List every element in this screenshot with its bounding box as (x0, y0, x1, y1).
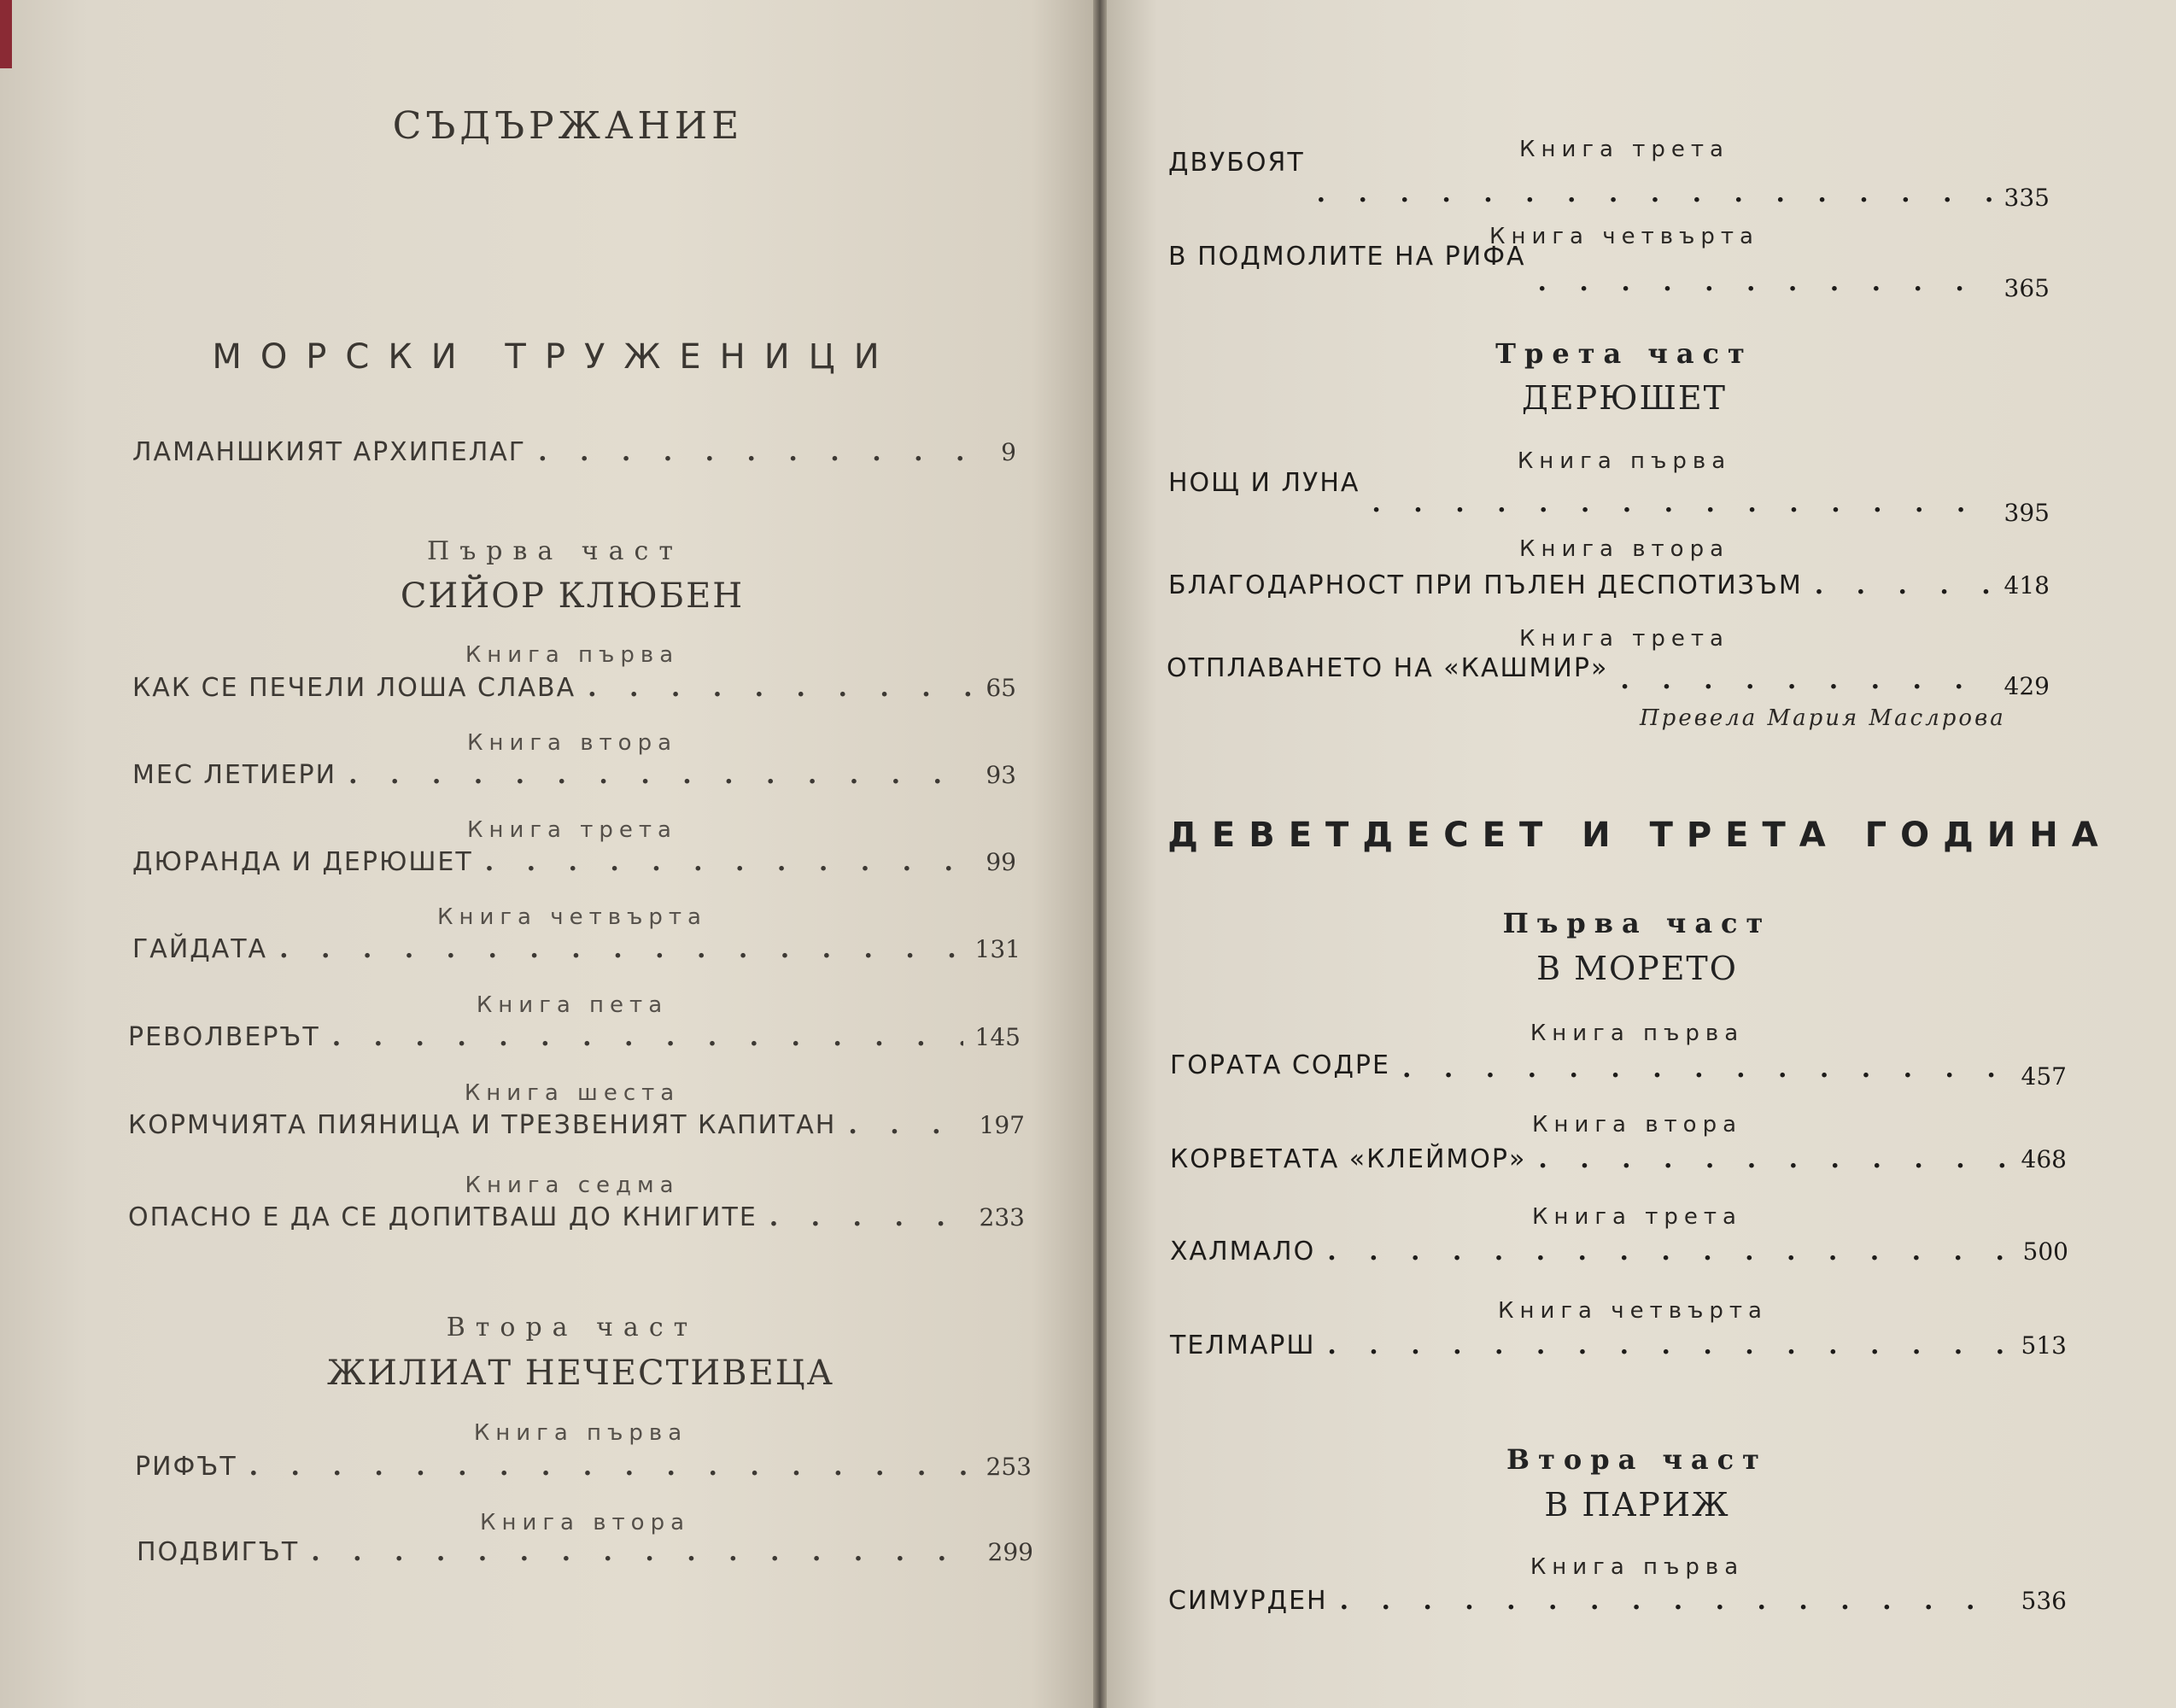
entry-title: ГАЙДАТА (132, 934, 268, 964)
book-label: Книга четвърта (1498, 1298, 1768, 1324)
toc-entry[interactable] (1170, 1331, 2067, 1360)
toc-entry[interactable] (135, 1452, 1032, 1482)
toc-entry[interactable] (132, 760, 1016, 790)
leader-dots (348, 760, 974, 790)
leader-dots (1327, 1237, 2010, 1266)
leader-dots (1340, 1586, 2009, 1616)
leader-dots (332, 1022, 963, 1052)
translator-credit: Превела Мария Маслрова (1640, 705, 2006, 731)
entry-title: ТЕЛМАРШ (1170, 1331, 1316, 1360)
book-label: Книга втора (479, 1510, 691, 1535)
entry-title: РЕВОЛВЕРЪТ (128, 1022, 320, 1052)
book-label: Книга трета (1532, 1204, 1742, 1230)
toc-entry[interactable] (1168, 148, 2050, 216)
book-label: Книга втора (1518, 536, 1730, 562)
leader-dots (1402, 1054, 2009, 1084)
toc-entry[interactable] (128, 1110, 1025, 1140)
entry-page: 365 (2003, 274, 2050, 302)
toc-entry[interactable] (1168, 242, 2050, 310)
toc-entry[interactable] (137, 1537, 1033, 1567)
entry-page: 468 (2021, 1145, 2067, 1173)
entry-page: 536 (2021, 1587, 2067, 1615)
entry-title: ДВУБОЯТ (1168, 148, 1305, 178)
book-label: Книга първа (1517, 448, 1732, 474)
leader-dots (1538, 1144, 2009, 1174)
part-label: Трета част (1495, 337, 1753, 370)
part-title: СИЙОР КЛЮБЕН (400, 576, 745, 616)
entry-title: ОПАСНО Е ДА СЕ ДОПИТВАШ ДО КНИГИТЕ (128, 1202, 758, 1232)
book-label: Книга четвърта (1489, 224, 1759, 249)
leader-dots (1620, 665, 1992, 695)
toc-entry[interactable] (128, 1202, 1025, 1232)
part-title: ЖИЛИАТ НЕЧЕСТИВЕЦА (327, 1354, 834, 1393)
book-label: Книга трета (1519, 626, 1729, 652)
leader-dots (848, 1110, 967, 1140)
entry-page: 395 (2003, 499, 2050, 527)
book-label: Книга шеста (464, 1080, 681, 1106)
toc-entry[interactable] (132, 847, 1016, 877)
toc-entry[interactable] (128, 1022, 1021, 1052)
entry-page: 93 (986, 761, 1016, 789)
part-title: ДЕРЮШЕТ (1522, 379, 1727, 417)
leader-dots (1815, 570, 1992, 600)
entry-title: ЛАМАНШКИЯТ АРХИПЕЛАГ (132, 437, 527, 467)
book-label: Книга четвърта (437, 904, 707, 930)
toc-entry[interactable] (132, 934, 1021, 964)
leader-dots (279, 934, 962, 964)
entry-page: 145 (974, 1023, 1021, 1051)
entry-title: КОРВЕТАТА «КЛЕЙМОР» (1170, 1144, 1527, 1174)
entry-title: В ПОДМОЛИТЕ НА РИФА (1168, 242, 1526, 272)
entry-title: БЛАГОДАРНОСТ ПРИ ПЪЛЕН ДЕСПОТИЗЪМ (1168, 570, 1803, 600)
book-label: Книга първа (1530, 1554, 1745, 1580)
toc-entry[interactable] (1168, 468, 2050, 528)
toc-entry[interactable] (1168, 1586, 2067, 1616)
entry-title: ОТПЛАВАНЕТО НА «КАШМИР» (1167, 653, 1609, 683)
book-label: Книга втора (466, 730, 678, 756)
leader-dots (1327, 1331, 2009, 1360)
contents-heading: СЪДЪРЖАНИЕ (392, 104, 744, 148)
entry-page: 233 (979, 1203, 1025, 1231)
book-label: Книга трета (1519, 137, 1729, 162)
cover-edge (0, 0, 12, 68)
entry-page: 65 (986, 674, 1016, 702)
entry-title: НОЩ И ЛУНА (1168, 468, 1360, 498)
work-title-toilers: МОРСКИ ТРУЖЕНИЦИ (212, 337, 898, 377)
leader-dots (769, 1202, 968, 1232)
entry-page: 253 (986, 1453, 1032, 1481)
book-label: Книга първа (1530, 1021, 1745, 1046)
book-label: Книга пета (476, 992, 669, 1018)
book-label: Книга първа (465, 642, 680, 668)
entry-page: 418 (2003, 571, 2050, 600)
book-label: Книга първа (473, 1420, 688, 1446)
entry-title: ГОРАТА СОДРЕ (1170, 1050, 1390, 1080)
part-label: Втора част (446, 1313, 699, 1342)
entry-page: 335 (2003, 184, 2050, 212)
toc-entry-intro[interactable] (132, 437, 1016, 467)
entry-title: МЕС ЛЕТИЕРИ (132, 760, 337, 790)
part-label: Първа част (1502, 907, 1772, 939)
toc-entry[interactable] (1170, 1050, 2067, 1102)
toc-entry[interactable] (1168, 570, 2050, 600)
entry-page: 131 (974, 935, 1021, 963)
toc-entry[interactable] (132, 673, 1016, 703)
part-title: В МОРЕТО (1536, 950, 1738, 987)
leader-dots (249, 1452, 974, 1482)
toc-entry[interactable] (1167, 653, 2050, 705)
leader-dots (311, 1537, 975, 1567)
entry-title: КАК СЕ ПЕЧЕЛИ ЛОША СЛАВА (132, 673, 576, 703)
toc-entry[interactable] (1170, 1144, 2067, 1174)
leader-dots (1317, 178, 1992, 208)
entry-page: 429 (2003, 672, 2050, 700)
entry-title: СИМУРДЕН (1168, 1586, 1328, 1616)
part-title: В ПАРИЖ (1544, 1486, 1730, 1524)
leader-dots (1372, 488, 1992, 518)
entry-page: 99 (986, 848, 1016, 876)
book-label: Книга втора (1531, 1112, 1743, 1138)
part-label: Втора част (1506, 1443, 1768, 1476)
book-label: Книга седма (465, 1173, 680, 1198)
entry-page: 197 (979, 1111, 1025, 1139)
part-label: Първа част (427, 536, 683, 566)
entry-title: ХАЛМАЛО (1170, 1237, 1316, 1266)
entry-title: ДЮРАНДА И ДЕРЮШЕТ (132, 847, 473, 877)
entry-page: 299 (987, 1538, 1033, 1566)
book-label: Книга трета (467, 817, 677, 843)
entry-title: КОРМЧИЯТА ПИЯНИЦА И ТРЕЗВЕНИЯТ КАПИТАН (128, 1110, 837, 1140)
entry-title: РИФЪТ (135, 1452, 237, 1482)
leader-dots (538, 437, 989, 467)
work-title-ninety-three: ДЕВЕТДЕСЕТ И ТРЕТА ГОДИНА (1167, 816, 2112, 855)
entry-page: 457 (2021, 1062, 2067, 1091)
leader-dots (1538, 267, 1992, 297)
entry-title: ПОДВИГЪТ (137, 1537, 300, 1567)
entry-page: 9 (1001, 438, 1016, 466)
leader-dots (588, 673, 974, 703)
toc-entry[interactable] (1170, 1237, 2068, 1266)
entry-page: 513 (2021, 1331, 2067, 1360)
leader-dots (485, 847, 974, 877)
entry-page: 500 (2022, 1237, 2068, 1266)
